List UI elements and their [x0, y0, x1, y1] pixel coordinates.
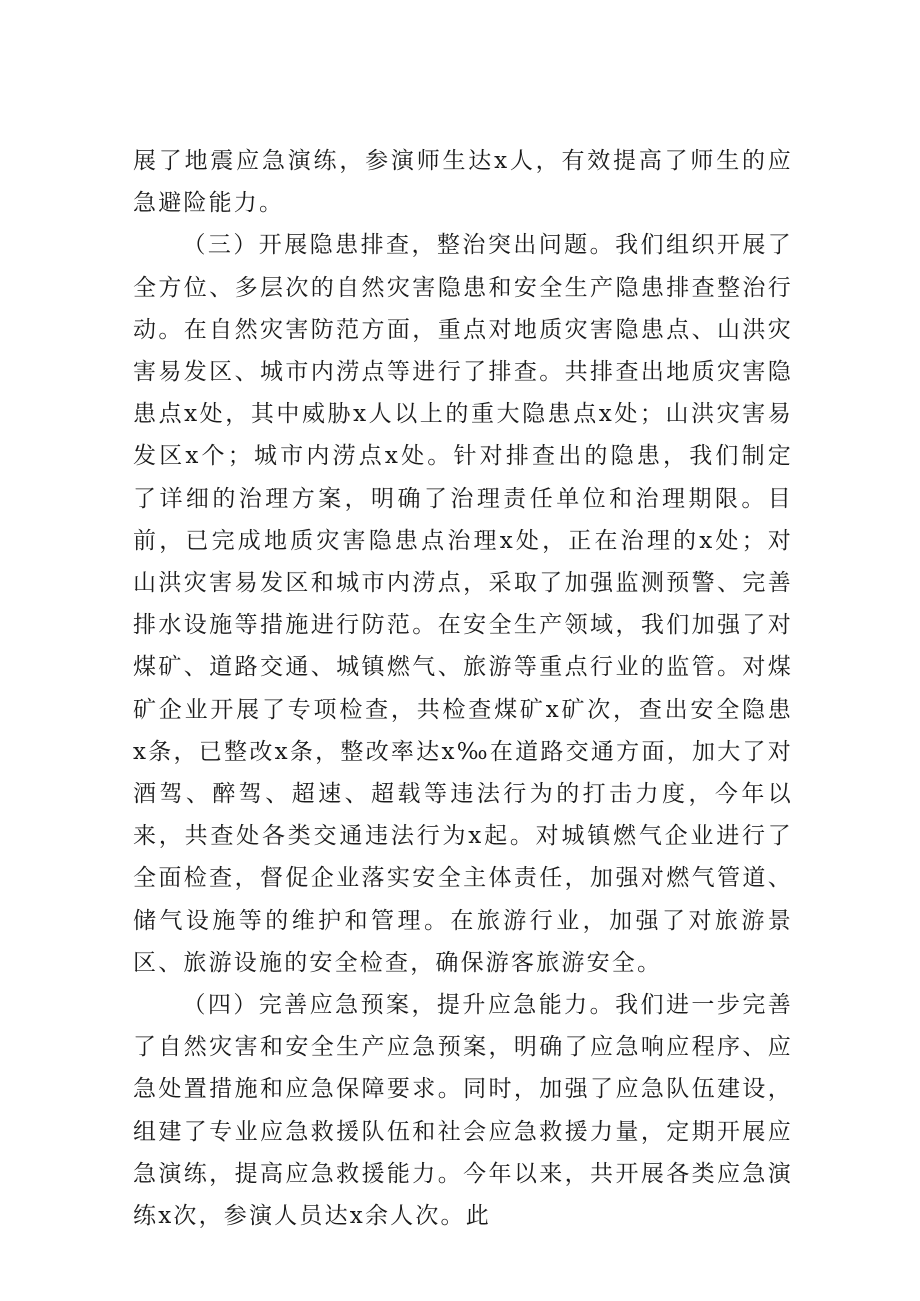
- body-text: [133, 140, 793, 1237]
- paragraph-section-3: （三）开展隐患排查，整治突出问题。我们组织开展了全方位、多层次的自然灾害隐患和安全生产隐患排查整治行动。在自然灾害防范方面，重点对地质灾害隐患点、山洪灾害易发区、城市内涝点等进行了排查。共排查出地质灾害隐患点x处，其中威胁x人以上的重大隐患点x处；山洪灾害易发区x个；城市内涝点x处。针对排查出的隐患，我们制定了详细的治理方案，明确了治理责任单位和治理期限。目前，已完成地质灾害隐患点治理x处，正在治理的x处；对山洪灾害易发区和城市内涝点，采取了加强监测预警、完善排水设施等措施进行防范。在安全生产领域，我们加强了对煤矿、道路交通、城镇燃气、旅游等重点行业的监管。对煤矿企业开展了专项检查，共检查煤矿x矿次，查出安全隐患x条，已整改x条，整改率达x‰在道路交通方面，加大了对酒驾、醉驾、超速、超载等违法行为的打击力度，今年以来，共查处各类交通违法行为x起。对城镇燃气企业进行了全面检查，督促企业落实安全主体责任，加强对燃气管道、储气设施等的维护和管理。在旅游行业，加强了对旅游景区、旅游设施的安全检查，确保游客旅游安全。: [133, 232, 793, 976]
- paragraph-continuation: 展了地震应急演练，参演师生达x人，有效提高了师生的应急避险能力。: [133, 148, 793, 217]
- paragraph-section-4: （四）完善应急预案，提升应急能力。我们进一步完善了自然灾害和安全生产应急预案，明确了应急响应程序、应急处置措施和应急保障要求。同时，加强了应急队伍建设，组建了专业应急救援队伍和社会应急救援力量，定期开展应急演练，提高应急救援能力。今年以来，共开展各类应急演练x次，参演人员达x余人次。此: [133, 992, 793, 1230]
